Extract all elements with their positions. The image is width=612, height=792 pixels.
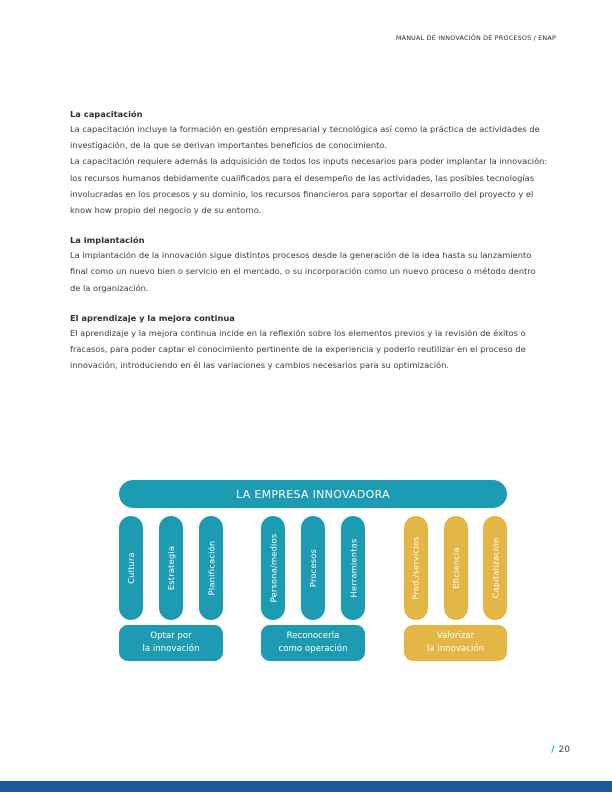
section-aprendizaje [70, 311, 548, 374]
pillar-procesos [301, 516, 325, 620]
pillar-label: Prod./servicios [411, 536, 421, 600]
box-line: Reconocerla [286, 631, 340, 641]
page-number-value: 20 [558, 745, 570, 755]
pillar-capitalizacion [483, 516, 507, 620]
pillar-label: Procesos [308, 548, 318, 588]
group-box-valorizar [404, 625, 507, 661]
pillar-planificacion [199, 516, 223, 620]
paragraph: El aprendizaje y la mejora continua incide en la reflexión sobre los elementos previos y la revisión de éxitos o fracasos, para poder captar el conocimiento pertinente de la experiencia y poderlo reutilizar en el proceso de innovación, introduciendo en él las variaciones y cambios necesarios para su optimización. [70, 327, 526, 371]
group-box-reconocerla [261, 625, 365, 661]
paragraph: La capacitación incluye la formación en gestión empresarial y tecnológica así como la práctica de actividades de investigación, de la que se derivan importantes beneficios de conocimiento. [70, 124, 540, 151]
pillar-estrategia [159, 516, 183, 620]
pillar-prod-servicios [404, 516, 428, 620]
pillar-label: Eficiencia [451, 547, 461, 589]
box-line: la innovación [426, 644, 485, 654]
pillar-label: Estrategia [166, 545, 177, 591]
section-heading: El aprendizaje y la mejora continua [70, 312, 235, 323]
pillar-label: Capitalización [490, 537, 500, 599]
pillar-herramientas [341, 516, 365, 620]
box-line: Valorizar [436, 631, 475, 641]
pillar-persona-medios [261, 516, 285, 620]
pillar-label: Planificación [206, 540, 217, 596]
body-content [70, 107, 548, 388]
diagram-title-banner: LA EMPRESA INNOVADORA [119, 480, 507, 508]
box-line: la innovación [142, 644, 200, 654]
section-capacitacion [70, 107, 548, 218]
paragraph: La capacitación requiere además la adquisición de todos los inputs necesarios para poder implantar la innovación: los recursos humanos debidamente cualificados para el desempeño de las actividades, las posibles tecnologías involucradas en los procesos y su dominio, los recursos financieros para soportar el desarrollo del proyecto y el know how propio del negocio y de su entorno. [70, 156, 548, 216]
page-number [551, 745, 570, 755]
pillar-eficiencia [444, 516, 468, 620]
pillar-cultura [119, 516, 143, 620]
page-number-slash: / [551, 745, 555, 755]
innovation-diagram [119, 480, 507, 662]
pillar-label: Cultura [126, 552, 137, 584]
section-heading: La implantación [70, 235, 145, 246]
page-header: MANUAL DE INNOVACIÓN DE PROCESOS / ENAP [395, 34, 556, 42]
footer-bar [0, 781, 612, 792]
box-line: como operación [278, 644, 348, 654]
group-box-optar [119, 625, 223, 661]
box-line: Optar por [150, 631, 192, 641]
paragraph: La implantación de la innovación sigue distintos procesos desde la generación de la idea hasta su lanzamiento final como un nuevo bien o servicio en el mercado, o su incorporación como un nuevo proceso o método dentro de la organización. [70, 250, 536, 293]
pillar-label: Persona/medios [268, 533, 278, 603]
pillar-label: Herramientas [348, 538, 359, 598]
section-heading: La capacitación [70, 109, 143, 119]
section-implantacion [70, 233, 548, 296]
